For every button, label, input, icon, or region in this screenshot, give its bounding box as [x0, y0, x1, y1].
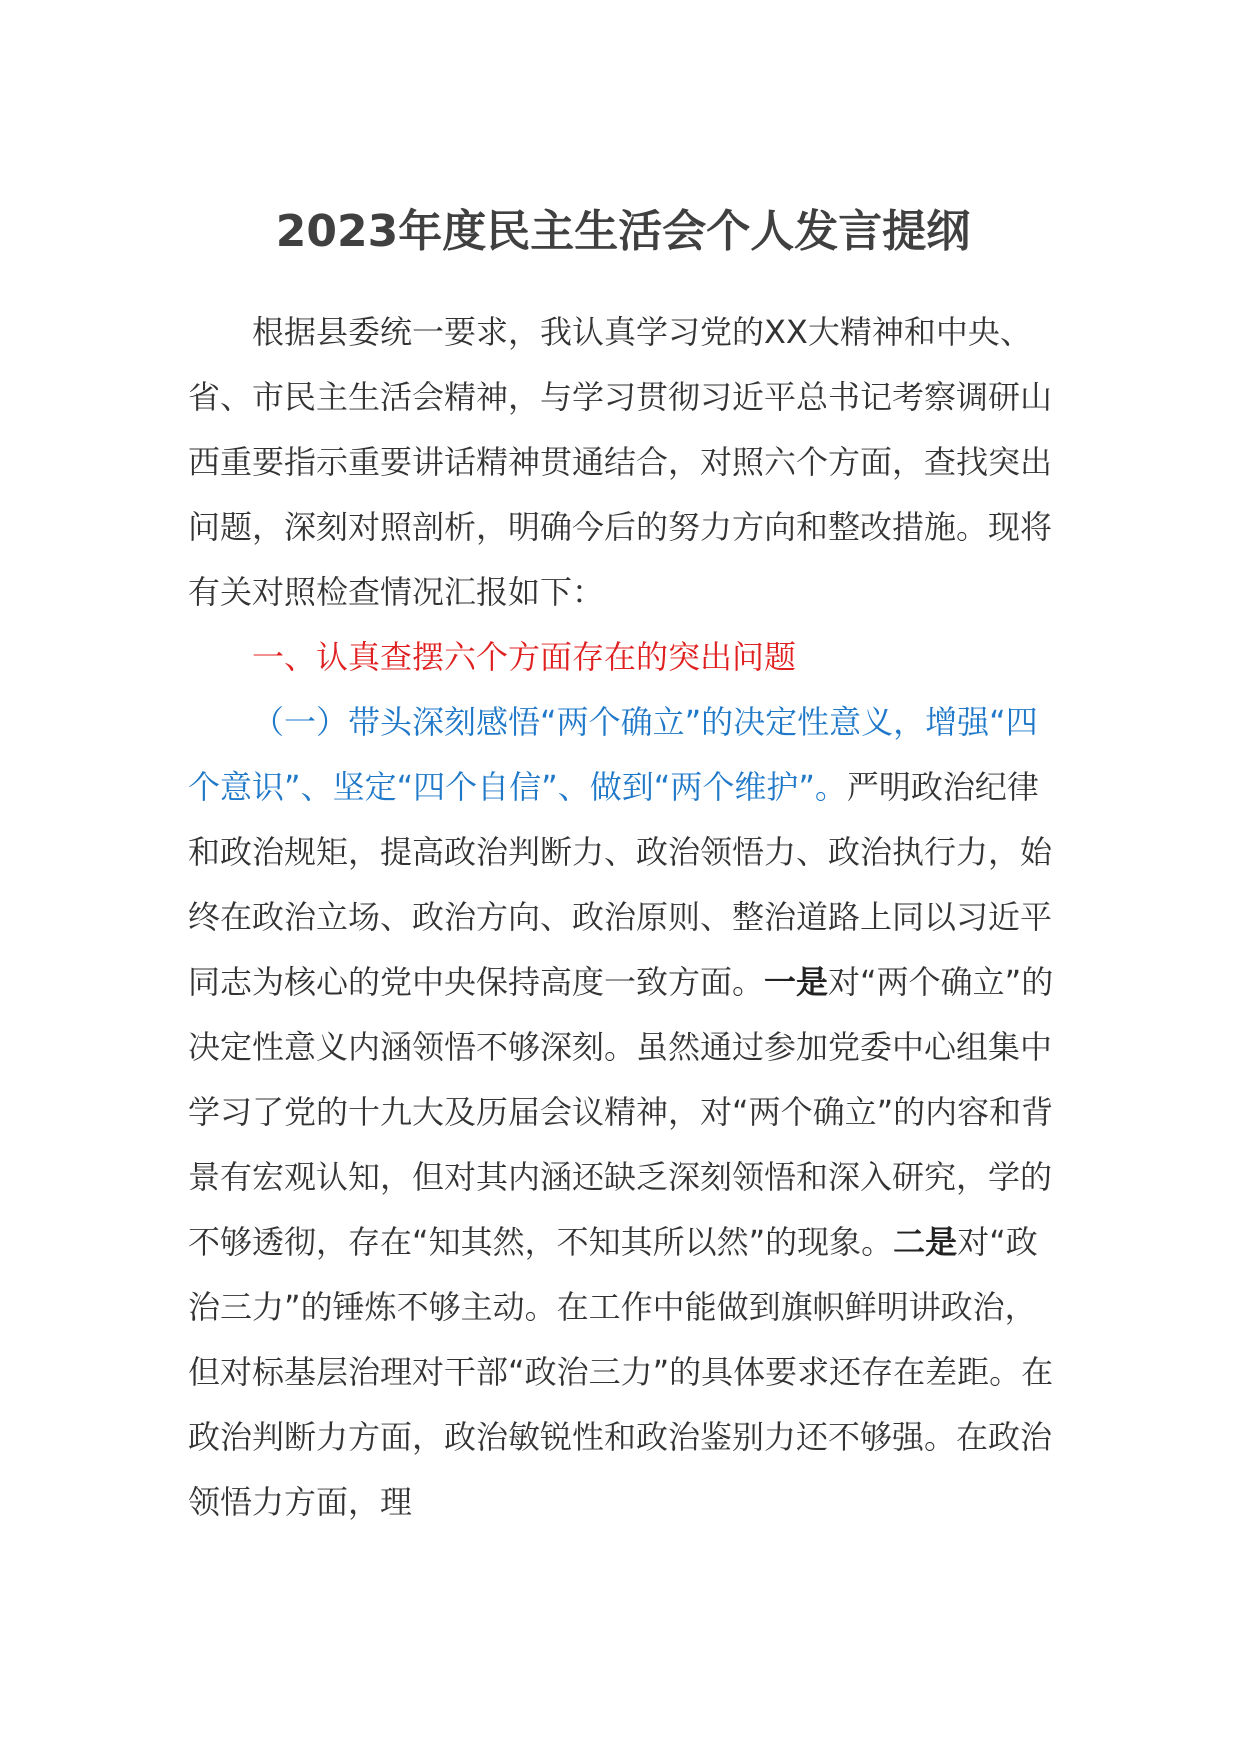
subsection-text-a: 严明政治纪律和政治规矩，提高政治判断力、政治领悟力、政治执行力，始终在政治立场、政治方向、政治原则、整治道路上同以习近平同志为核心的党中央保持高度一致方面。	[188, 768, 1053, 1001]
document-title: 2023年度民主生活会个人发言提纲	[275, 206, 971, 257]
intro-paragraph: 根据县委统一要求，我认真学习党的XX大精神和中央、省、市民主生活会精神，与学习贯彻习近平总书记考察调研山西重要指示重要讲话精神贯通结合，对照六个方面，查找突出问题，深刻对照剖析，明确今后的努力方向和整改措施。现将有关对照检查情况汇报如下：	[188, 313, 1053, 611]
document-body	[188, 300, 1058, 1535]
point-1-text: 对“两个确立”的决定性意义内涵领悟不够深刻。虽然通过参加党委中心组集中学习了党的十九大及历届会议精神，对“两个确立”的内容和背景有宏观认知，但对其内涵还缺乏深刻领悟和深入研究，学的不够透彻，存在“知其然，不知其所以然”的现象。	[188, 963, 1054, 1261]
point-2-text: 对“政治三力”的锤炼不够主动。在工作中能做到旗帜鲜明讲政治，但对标基层治理对干部“政治三力”的具体要求还存在差距。在政治判断力方面，政治敏锐性和政治鉴别力还不够强。在政治领悟力方面，理	[188, 1223, 1054, 1521]
subsection-paragraph-1	[188, 690, 1058, 1535]
point-1-label: 一是	[764, 963, 829, 1001]
subsection-heading-1: （一）带头深刻感悟“两个确立”的决定性意义，增强“四个意识”、坚定“四个自信”、做到“两个维护”。	[188, 703, 1038, 806]
point-2-label: 二是	[893, 1223, 958, 1261]
document-page	[188, 0, 1058, 1754]
section-heading-1: 一、认真查摆六个方面存在的突出问题	[252, 638, 797, 676]
